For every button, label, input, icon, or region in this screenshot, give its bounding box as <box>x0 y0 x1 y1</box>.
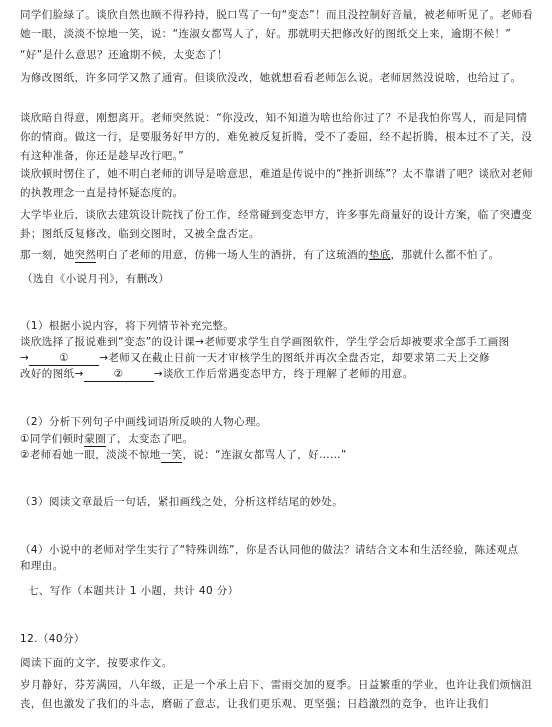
answer-blank-2[interactable]: ② <box>84 368 154 382</box>
passage-paragraph-6: 大学毕业后，谈欣去建筑设计院找了份工作，经常碰到变态甲方，许多事先商量好的设计方案，临了突遭变卦；图纸反复修改，临到交图时，又被全盘否定。 <box>20 209 533 240</box>
q4-line-1: （4）小说中的老师对学生实行了“特殊训练”，你是否认同他的做法？请结合文本和生活经验，陈述观点 <box>20 544 519 556</box>
q2-item-2-text-a: 老师看她一眼，淡淡不惊地 <box>29 449 161 461</box>
passage-paragraph-5: 谈欣顿时愣住了，她不明白老师的训导是啥意思，难道是传说中的“挫折训练”？太不靠谱了吧？谈欣对老师的执教理念一直是持怀疑态度的。 <box>20 168 534 199</box>
q1-prompt: （1）根据小说内容，将下列情节补充完整。 <box>20 320 235 332</box>
q2-prompt: （2）分析下列句子中画线词语所反映的人物心理。 <box>20 416 267 428</box>
q1-line-3 <box>20 366 414 382</box>
underlined-word-suddenly: 突然 <box>74 249 97 261</box>
q4-line-2: 和理由。 <box>20 560 64 572</box>
q12-prompt-text: 岁月静好，芬芳满园，八年级，正是一个承上启下、雷雨交加的夏季。日益繁重的学业，也许让我们烦恼沮丧，但也激发了我们的斗志，磨砺了意志，让我们更乐观、更坚强；日趋激烈的竞争，也许让我们 <box>20 679 533 710</box>
p7-text-c: ，那就什么都不怕了。 <box>390 249 500 261</box>
arrow-icon: → <box>20 352 30 364</box>
q12-number: 12.（40分） <box>20 633 85 645</box>
passage-paragraph-4: 谈欣暗自得意，刚想离开。老师突然说：“你没改，知不知道为啥也给你过了？不是我怕你骂人，而是同情你的情商。做这一行，是要服务好甲方的，难免被反复折腾，受不了委屈，经不起折腾，根本过不了关，没有这种准备，你还是趁早改行吧。” <box>20 112 533 162</box>
passage-paragraph-7 <box>20 247 500 263</box>
underlined-word-foundation: 垫底 <box>368 249 391 261</box>
q1-line-3-after: →谈欣工作后常遇变态甲方，终于理解了老师的用意。 <box>153 368 414 380</box>
underlined-word-confused: 蒙圈 <box>84 433 107 445</box>
q12-instruction: 阅读下面的文字，按要求作文。 <box>20 657 173 669</box>
p7-text-a: 那一刻，她 <box>20 249 75 261</box>
q2-item-1 <box>20 431 193 447</box>
q1-line-1: 谈欣选择了报说难到“变态”的设计课→老师要求学生自学画图软件，学生学会后却被要求全部手工画图 <box>20 336 510 348</box>
q2-item-2 <box>20 447 347 463</box>
passage-source: （选自《小说月刊》，有删改） <box>22 273 170 285</box>
passage-paragraph-1: 同学们脸绿了。谈欣自然也顾不得矜持，脱口骂了一句“变态”！而且没控制好音量，被老师听见了。老师看她一眼，淡淡不惊地一笑，说：“连淑女都骂人了，好。那就明天把修改好的图纸交上来，逾期不候！” <box>20 9 534 40</box>
q1-line-2 <box>20 350 490 366</box>
q3-prompt: （3）阅读文章最后一句话，紧扣画线之处，分析这样结尾的妙处。 <box>20 496 344 508</box>
passage-paragraph-2: “好”是什么意思？还逾期不候，太变态了！ <box>20 49 228 61</box>
section-7-heading: 七、写作（本题共计 1 小题，共计 40 分） <box>28 585 239 597</box>
q1-line-3-before: 改好的图纸→ <box>20 368 84 380</box>
q1-line-2-text: →老师又在截止日前一天才审核学生的图纸并再次全盘否定，却要求第二天上交修 <box>99 352 490 364</box>
answer-blank-1[interactable]: ① <box>29 352 99 366</box>
q2-item-1-number: ① <box>20 433 30 445</box>
q2-item-2-text-b: ，说：“连淑女都骂人了，好……” <box>182 449 347 461</box>
q2-item-1-text-b: 了，太变态了吧。 <box>106 433 194 445</box>
p7-text-b: 明白了老师的用意，仿佛一场人生的酒拼，有了这琉酒的 <box>96 249 369 261</box>
underlined-word-smile: 一笑 <box>160 449 183 461</box>
passage-paragraph-3: 为修改图纸，许多同学又熬了通宵。但谈欣没改，她就想看看老师怎么说。老师居然没说啥，也给过了。 <box>20 72 522 84</box>
q2-item-2-number: ② <box>20 449 30 461</box>
q2-item-1-text-a: 同学们顿时 <box>29 433 85 445</box>
